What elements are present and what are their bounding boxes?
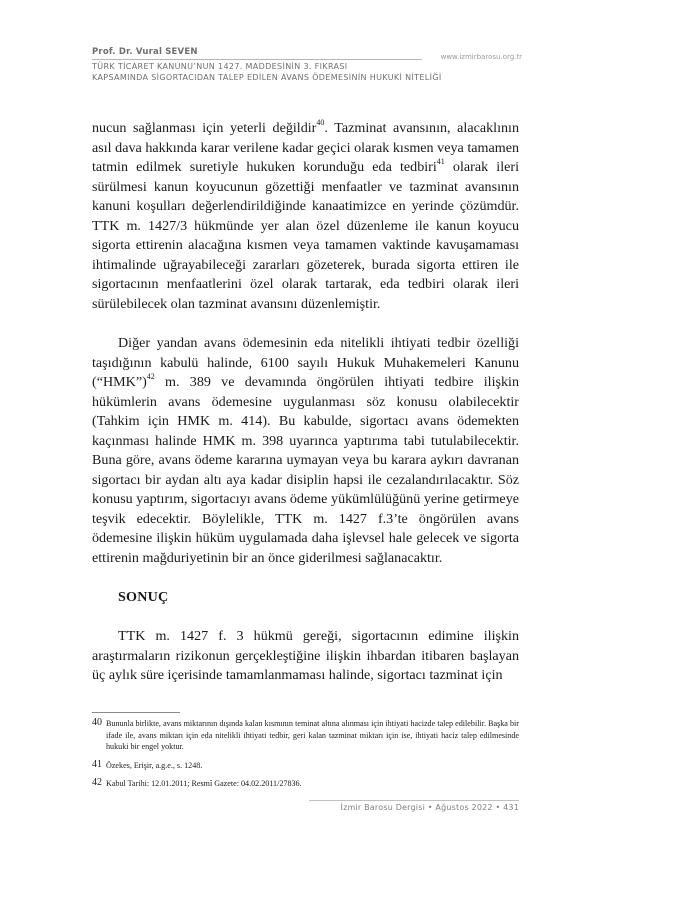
header-author: Prof. Dr. Vural SEVEN [92,47,198,57]
footnotes [92,718,519,797]
footer-journal-info: İzmir Barosu Dergisi • Ağustos 2022 • 431 [340,803,519,812]
paragraph-2-part-a: Diğer yandan avans ödemesinin eda nitelikli ihtiyati tedbir özelliği taşıdığının kabulü halinde, 6100 sayılı Hukuk Muhakemeleri Kanunu (“HMK”) [92,334,519,391]
paragraph-2 [92,334,519,569]
header-title-line1: TÜRK TİCARET KANUNU’NUN 1427. MADDESİNİN 3. FIKRASI [92,62,348,71]
footnote-text: Kabul Tarihi: 12.01.2011; Resmî Gazete: 04.02.2011/27836. [106,779,302,789]
header-rule [92,59,422,60]
footnote-41 [92,760,519,772]
section-heading: SONUÇ [118,589,169,606]
running-header [92,47,522,83]
body-text [92,119,519,686]
paragraph-3: TTK m. 1427 f. 3 hükmü gereği, sigortacının edimine ilişkin araştırmaların rizikonun gerçekleştiğine ilişkin ihbardan itibaren başlayan üç aylık süre içerisinde tamamlanmaması halinde, sigortacı tazminat için [92,628,519,684]
footnote-42 [92,778,519,790]
paragraph-1 [92,119,519,314]
paragraph-1-part-b: . Tazminat avansının, alacaklının asıl dava hakkında karar verilene kadar geçici olarak kısmen veya tamamen tatmin edilmek suretiyle hukuken korunduğu eda tedbiri [92,120,519,176]
footnote-ref-42[interactable]: 42 [146,372,155,382]
footnote-rule [92,712,180,713]
paragraph-gap [92,608,519,628]
footnote-40 [92,718,519,753]
footnote-text: Bununla birlikte, avans miktarının dışında kalan kısmının teminat altına alınması için ihtiyati hacizde talep edilebilir. Başka bir ifade ile, avans miktarı için eda nitelikli ihtiyati tedbir, geri kalan tazminat miktarı için ise, ihtiyati haciz talep edilmesinde hukuki bir engel yoktur. [106,719,519,752]
header-title-line2: KAPSAMINDA SİGORTACIDAN TALEP EDİLEN AVANS ÖDEMESİNİN HUKUKİ NİTELİĞİ [92,73,442,82]
running-footer [92,800,519,814]
footnote-text: Özekes, Erişir, a.g.e., s. 1248. [106,760,203,770]
footnote-number: 42 [92,777,102,789]
footnote-number: 41 [92,758,102,770]
paragraph-gap [92,314,519,334]
footnote-number: 40 [92,717,102,728]
paragraph-2-part-b: m. 389 ve devamında öngörülen ihtiyati tedbire ilişkin hükümlerin avans ödemesine uygulanması söz konusu olabilecektir (Tahkim için HMK m. 414). Bu kabulde, sigortacı avans ödemekten kaçınması halinde HMK m. 398 uyarınca yaptırıma tabi tutulabilecektir. Buna göre, avans ödeme kararına uymayan veya bu karara aykırı davranan sigortacı bir aydan altı aya kadar disiplin hapsi ile cezalandırılacaktır. Söz konusu yaptırım, sigortacıyı avans ödeme yükümlülüğünü yerine getirmeye teşvik edecektir. Böylelikle, TTK m. 1427 f.3’te öngörülen avans ödemesine ilişkin hüküm uygulamada daha işlevsel hale gelecek ve sigorta ettirenin mağduriyetinin bir an önce giderilmesi sağlanacaktır. [92,374,519,566]
footnote-ref-40[interactable]: 40 [316,118,325,128]
header-website: www.izmirbarosu.org.tr [440,53,522,61]
paragraph-gap [92,569,519,589]
footer-rule [309,800,519,801]
paragraph-1-part-a: nucun sağlanması için yeterli değildir [92,120,317,136]
footnote-ref-41[interactable]: 41 [436,157,445,167]
paragraph-1-part-c: olarak ileri sürülmesi kanun koyucunun gözettiği menfaatler ve tazminat avansının kanuni koşulları değerlendirildiğinde kanaatimizce en yerinde çözümdür. TTK m. 1427/3 hükmünde yer alan özel düzenleme ile kanun koyucu sigorta ettirenin alacağına kısmen veya tamamen vaktinde kavuşamaması ihtimalinde uğrayabileceği zararları gözeterek, burada sigorta ettiren ile sigortacının menfaatlerini özel olarak tartarak, eda tedbiri olarak ileri sürülebilecek olan tazminat avansını düzenlemiştir. [92,159,519,312]
